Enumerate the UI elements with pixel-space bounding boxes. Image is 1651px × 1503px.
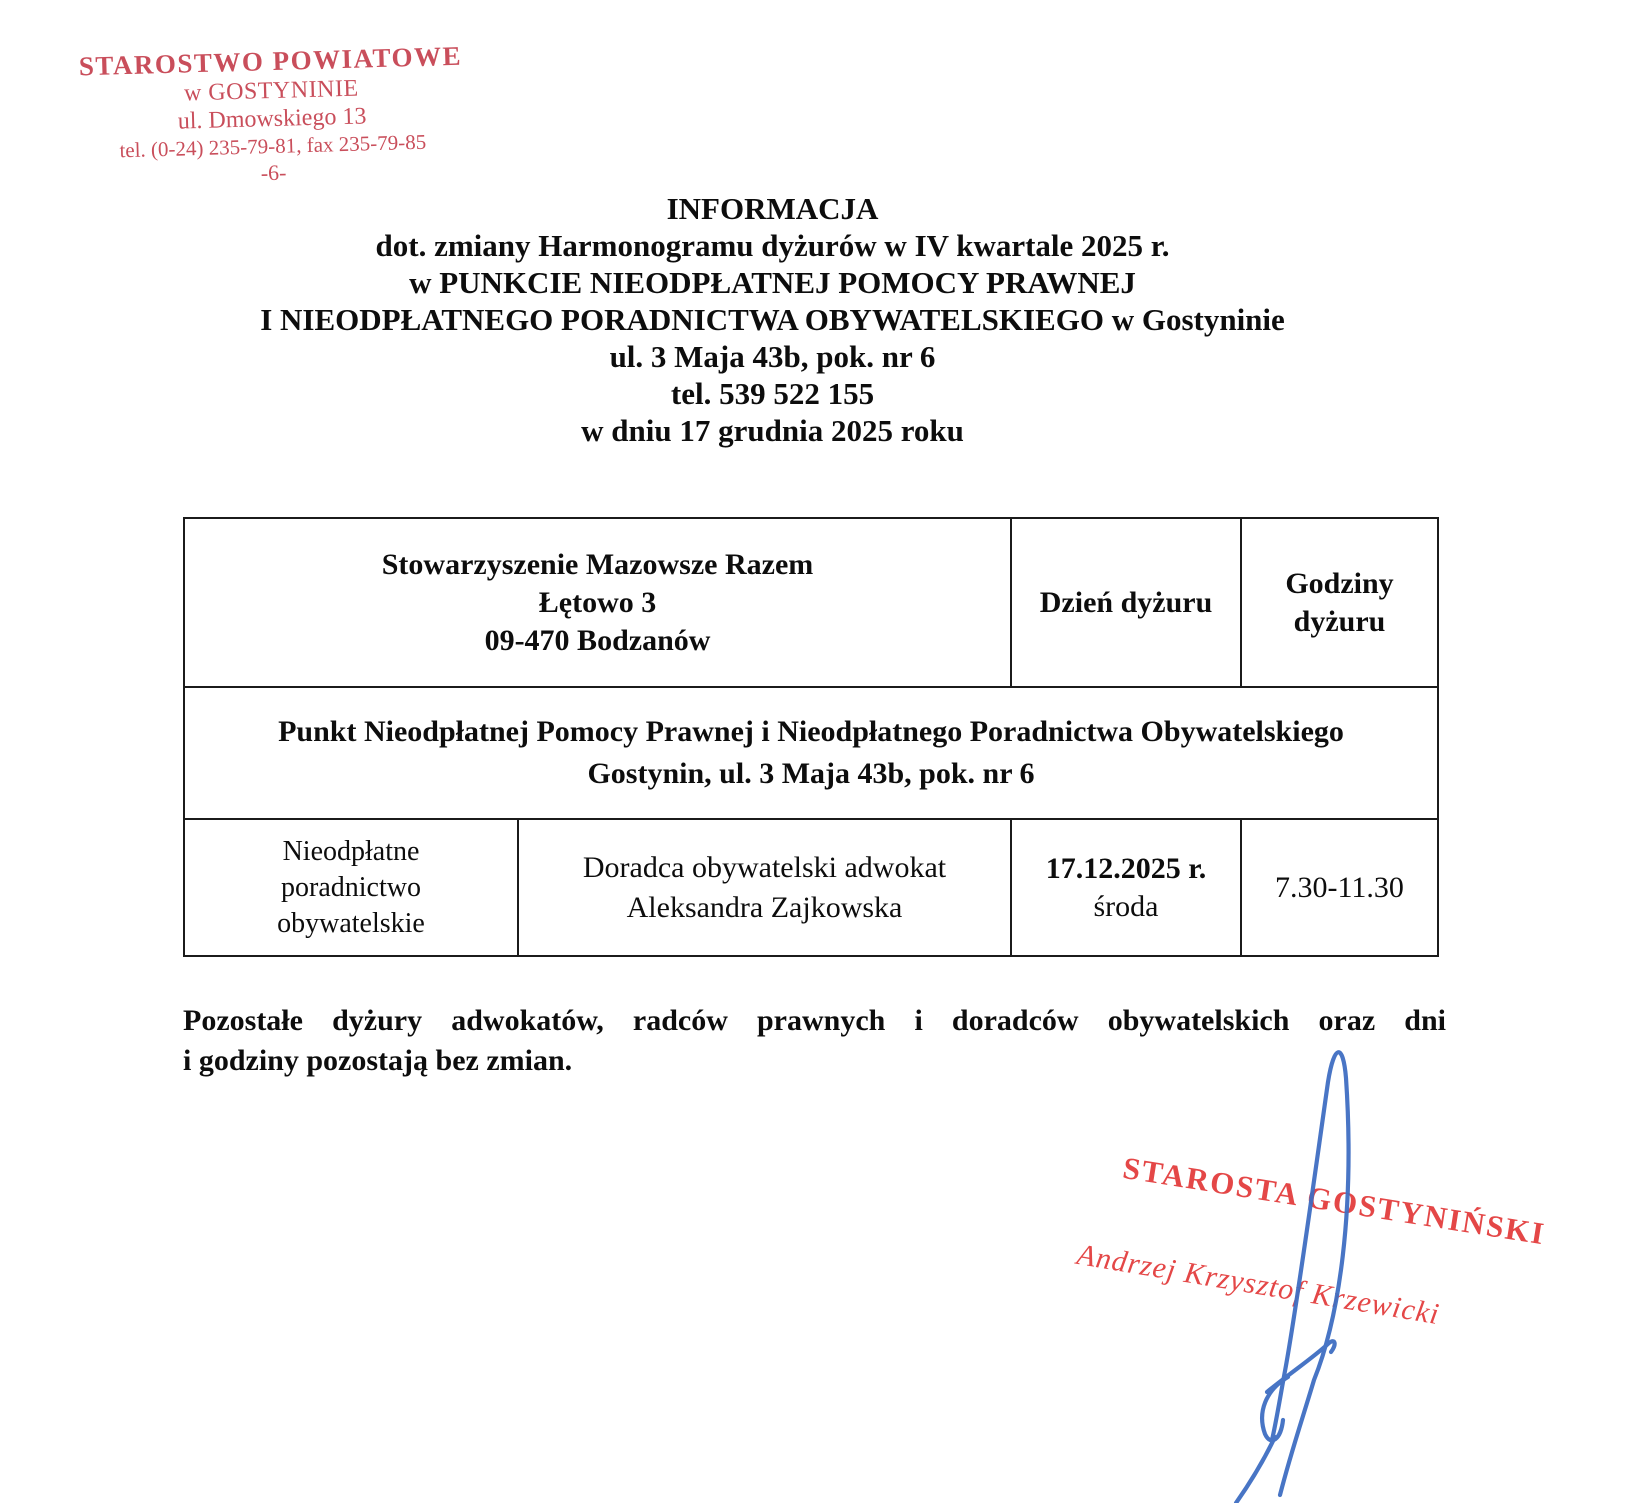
organization-village: Łętowo 3 [538,585,657,619]
office-stamp-number: -6- [260,159,287,186]
duty-schedule-table [183,517,1439,957]
office-stamp-line: w GOSTYNINIE [183,75,359,107]
note-line-1: Pozostałe dyżury adwokatów, radców prawnych i doradców obywatelskich oraz dni [183,1004,1446,1037]
service-cell: Nieodpłatne poradnictwo obywatelskie [184,819,518,956]
hours-cell: 7.30-11.30 [1241,819,1438,956]
organization-cell [184,518,1011,687]
title-line-point2: I NIEODPŁATNEGO PORADNICTWA OBYWATELSKIEGO w Gostyninie [260,302,1285,337]
advisor-name: Aleksandra Zajkowska [626,890,903,924]
title-line-subject: dot. zmiany Harmonogramu dyżurów w IV kwartale 2025 r. [375,228,1170,263]
date-cell [1011,819,1241,956]
advisor-role: Doradca obywatelski adwokat [582,850,947,884]
signature-tail-stroke [1236,1377,1288,1503]
duty-weekday: środa [1093,889,1159,923]
signature-flick-stroke [1267,1341,1335,1392]
duty-date: 17.12.2025 r. [1045,851,1207,885]
title-line-date: w dniu 17 grudnia 2025 roku [581,413,964,448]
note-line-2: i godziny pozostają bez zmian. [183,1044,573,1077]
office-stamp-line: tel. (0-24) 235-79-81, fax 235-79-85 [119,129,427,163]
location-address: Gostynin, ul. 3 Maja 43b, pok. nr 6 [587,757,1035,790]
office-stamp [66,40,478,191]
table-header-row [184,518,1438,687]
starosta-title-stamp: STAROSTA GOSTYNIŃSKI [1120,1150,1549,1252]
table-data-row [184,819,1438,956]
title-line-phone: tel. 539 522 155 [670,376,875,411]
day-column-header: Dzień dyżuru [1011,518,1241,687]
title-line-point1: w PUNKCIE NIEODPŁATNEJ POMOCY PRAWNEJ [409,265,1136,300]
title-line-informacja: INFORMACJA [666,191,879,226]
office-stamp-line: STAROSTWO POWIATOWE [78,40,463,82]
document-title-block [0,190,1545,449]
title-line-address: ul. 3 Maja 43b, pok. nr 6 [609,339,936,374]
organization-name: Stowarzyszenie Mazowsze Razem [381,547,814,581]
organization-postal: 09-470 Bodzanów [484,623,711,657]
office-stamp-line: ul. Dmowskiego 13 [177,103,367,135]
hours-column-header: Godziny dyżuru [1241,518,1438,687]
table-location-row [184,687,1438,819]
location-point: Punkt Nieodpłatnej Pomocy Prawnej i Nieodpłatnego Poradnictwa Obywatelskiego [278,715,1344,748]
location-cell [184,687,1438,819]
advisor-cell [518,819,1011,956]
starosta-name-stamp: Andrzej Krzysztof Krzewicki [1074,1238,1442,1332]
note-paragraph [183,1001,1446,1081]
